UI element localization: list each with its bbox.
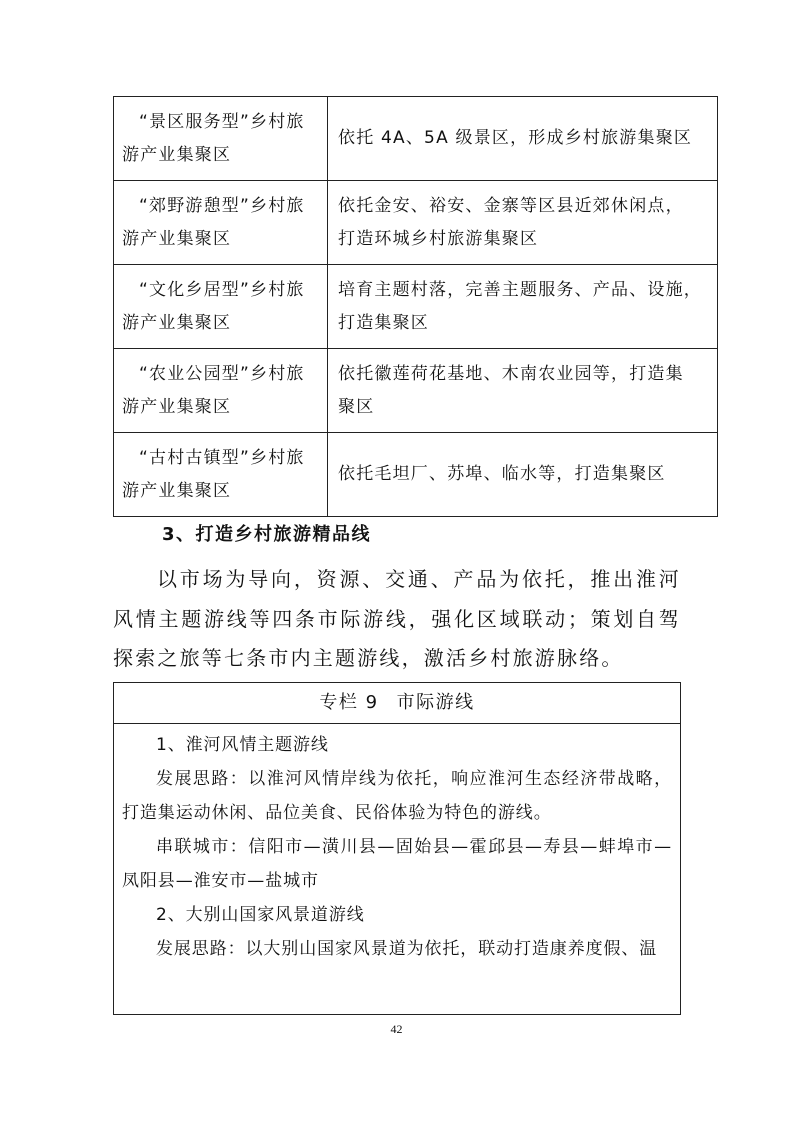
cluster-description-line: 培育主题村落，完善主题服务、产品、设施， <box>338 279 702 300</box>
cluster-description-cell <box>328 433 718 517</box>
box-body <box>114 724 680 966</box>
box-item: 发展思路：以大别山国家风景道为依托，联动打造康养度假、温 <box>156 939 658 959</box>
sidebar-box <box>113 682 681 1015</box>
cluster-description-line: 依托 4A、5A 级景区，形成乡村旅游集聚区 <box>338 128 693 148</box>
cluster-description-cell <box>328 97 718 181</box>
table-row <box>114 181 718 265</box>
cluster-description-line: 聚区 <box>338 396 375 417</box>
cluster-description-line: 打造环城乡村旅游集聚区 <box>338 228 539 249</box>
cluster-type-cell <box>114 181 328 265</box>
box-title <box>114 683 680 724</box>
section-heading: 3、打造乡村旅游精品线 <box>162 524 372 545</box>
box-item: 1、淮河风情主题游线 <box>156 735 329 755</box>
cluster-type-line: “古村古镇型”乡村旅 <box>139 447 305 468</box>
cluster-type-cell <box>114 265 328 349</box>
cluster-type-cell <box>114 97 328 181</box>
cluster-description-cell <box>328 181 718 265</box>
cluster-type-line: 游产业集聚区 <box>122 480 232 501</box>
cluster-description-line: 依托徽莲荷花基地、木南农业园等，打造集 <box>338 363 684 384</box>
cluster-type-cell <box>114 433 328 517</box>
cluster-description-cell <box>328 265 718 349</box>
cluster-type-line: “景区服务型”乡村旅 <box>139 111 305 132</box>
cluster-type-cell <box>114 349 328 433</box>
cluster-type-line: “农业公园型”乡村旅 <box>139 363 305 384</box>
cluster-table <box>113 96 718 517</box>
cluster-type-line: “文化乡居型”乡村旅 <box>139 279 305 300</box>
box-item: 串联城市：信阳市—潢川县—固始县—霍邱县—寿县—蚌埠市—凤阳县—淮安市—盐城市 <box>122 837 672 891</box>
page-number: 42 <box>390 1022 403 1036</box>
cluster-type-line: 游产业集聚区 <box>122 312 232 333</box>
cluster-type-line: 游产业集聚区 <box>122 144 232 165</box>
box-item: 发展思路：以淮河风情岸线为依托，响应淮河生态经济带战略，打造集运动休闲、品位美食、民俗体验为特色的游线。 <box>122 769 672 823</box>
cluster-description-line: 依托毛坦厂、苏埠、临水等，打造集聚区 <box>338 464 666 484</box>
cluster-description-cell <box>328 349 718 433</box>
cluster-description-line: 打造集聚区 <box>338 312 429 333</box>
box-item: 2、大别山国家风景道游线 <box>156 905 365 925</box>
cluster-type-line: 游产业集聚区 <box>122 396 232 417</box>
table-row <box>114 97 718 181</box>
box-title-text: 市际游线 <box>396 692 475 713</box>
box-title-label: 专栏 9 <box>319 692 379 713</box>
table-row <box>114 433 718 517</box>
table-row <box>114 265 718 349</box>
cluster-type-line: 游产业集聚区 <box>122 228 232 249</box>
body-paragraph: 以市场为导向，资源、交通、产品为依托，推出淮河风情主题游线等四条市际游线，强化区域联动；策划自驾探索之旅等七条市内主题游线，激活乡村旅游脉络。 <box>113 567 681 670</box>
table-row <box>114 349 718 433</box>
cluster-type-line: “郊野游憩型”乡村旅 <box>139 195 305 216</box>
cluster-description-line: 依托金安、裕安、金寨等区县近郊休闲点， <box>338 195 684 216</box>
